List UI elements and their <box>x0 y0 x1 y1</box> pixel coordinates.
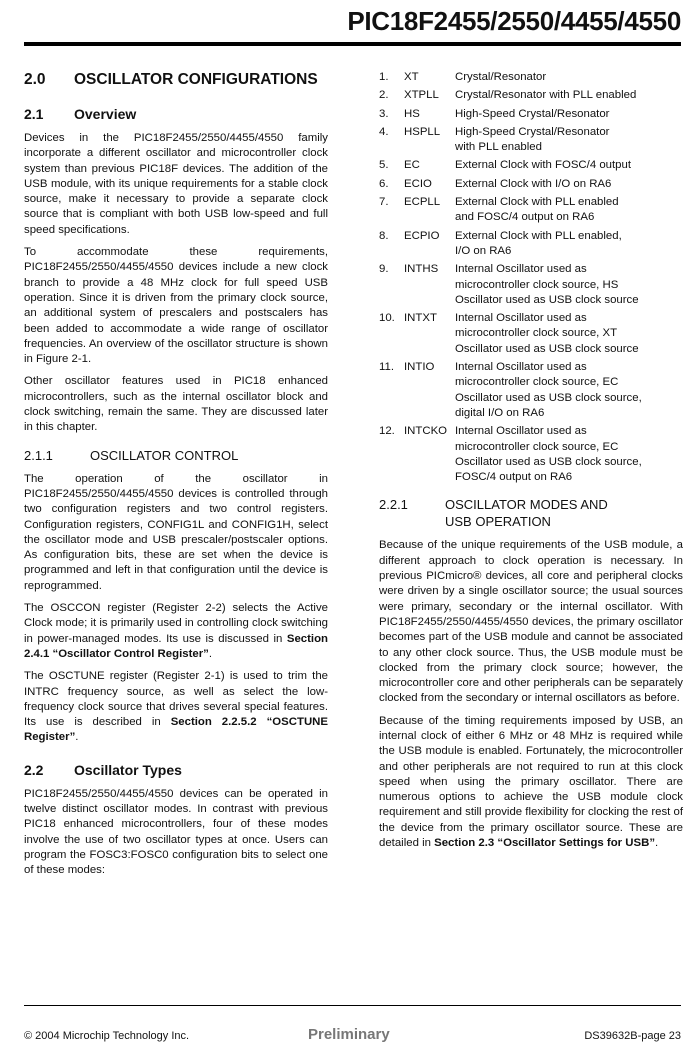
section-2-1-1-heading <box>24 447 328 464</box>
section-title: Overview <box>74 106 137 122</box>
mode-description: Crystal/Resonator <box>455 71 547 83</box>
list-item <box>379 311 683 357</box>
list-item <box>379 107 683 122</box>
mode-description: High-Speed Crystal/Resonator <box>455 107 610 120</box>
footer-status: Preliminary <box>308 1026 390 1043</box>
cross-reference-link[interactable]: Section 2.4.1 “Oscillator Control Register” <box>24 632 328 660</box>
list-item <box>379 125 683 156</box>
mode-name: INTXT <box>404 312 437 325</box>
mode-name: INTCKO <box>404 425 448 438</box>
list-number: 12. <box>379 425 395 438</box>
list-item <box>379 177 683 192</box>
mode-description: External Clock with PLL enabled, I/O on RA6 <box>455 229 622 257</box>
list-item <box>379 229 683 260</box>
paragraph <box>24 669 328 745</box>
paragraph-text: . <box>75 731 79 744</box>
footer-copyright: © 2004 Microchip Technology Inc. <box>24 1030 190 1042</box>
paragraph: PIC18F2455/2550/4455/4550 devices can be operated in twelve distinct oscillator modes. In contrast with previous PIC18 enhanced microcontrollers, four of these modes involve the use of two oscillator types at once. Users can program the FOSC3:FOSC0 configuration bits to select one of these modes: <box>24 787 328 877</box>
section-number: 2.1 <box>24 106 44 122</box>
section-number: 2.2.1 <box>379 497 408 513</box>
list-item <box>379 424 683 485</box>
paragraph: Because of the unique requirements of the USB module, a different approach to clock operation is necessary. In previous PICmicro® devices, all core and peripheral clocks were driven by a single oscillator source; the usual sources were primary, secondary or the internal oscillator. With PIC18F2455/2550/4455/4550 devices, the primary oscillator becomes part of the USB module and cannot be associated to any other clock source. Thus, the USB module must be clocked from the primary clock source; however, the microcontroller core and other peripherals can be separately clocked from the secondary or internal oscillators as before. <box>379 539 683 705</box>
mode-name: ECPIO <box>404 229 440 242</box>
mode-description: Crystal/Resonator with PLL enabled <box>455 89 637 102</box>
mode-description: Internal Oscillator used as microcontroller clock source, EC Oscillator used as USB clock source, FOSC/4 output on RA6 <box>455 425 642 484</box>
list-item <box>379 70 683 85</box>
list-item <box>379 195 683 226</box>
paragraph: Devices in the PIC18F2455/2550/4455/4550 family incorporate a different oscillator and microcontroller clock system than previous PIC18F devices. The addition of the USB module, with its unique requirements for a stable clock source, make it necessary to provide a separate clock source that is compliant with both USB low-speed and full speed specifications. <box>24 132 328 236</box>
paragraph: To accommodate these requirements, PIC18F2455/2550/4455/4550 devices include a new clock branch to provide a 48 MHz clock for full speed USB operation. Since it is driven from the primary clock source, an additional system of prescalers and postscalers has been added to accommodate a wide range of oscillator frequencies. An overview of the oscillator structure is shown in Figure 2-1. <box>24 246 328 366</box>
mode-name: ECPLL <box>404 196 441 209</box>
footer-page-number: DS39632B-page 23 <box>584 1030 681 1042</box>
list-number: 3. <box>379 107 389 120</box>
list-item <box>379 262 683 308</box>
list-item <box>379 360 683 421</box>
mode-name: EC <box>404 159 420 172</box>
list-item <box>379 158 683 173</box>
header-rule <box>24 42 681 46</box>
mode-description: External Clock with PLL enabled and FOSC/4 output on RA6 <box>455 196 619 224</box>
list-number: 8. <box>379 229 389 242</box>
list-number: 5. <box>379 159 389 172</box>
list-number: 6. <box>379 177 389 190</box>
mode-name: ECIO <box>404 177 432 190</box>
mode-name: HSPLL <box>404 125 441 138</box>
left-column <box>24 70 328 885</box>
section-number: 2.2 <box>24 761 44 778</box>
list-number: 10. <box>379 312 395 325</box>
list-number: 2. <box>379 89 389 102</box>
paragraph <box>24 601 328 662</box>
paragraph: Other oscillator features used in PIC18 enhanced microcontrollers, such as the internal oscillator block and clock switching, remain the same. They are discussed later in this chapter. <box>24 375 328 434</box>
paragraph: The operation of the oscillator in PIC18F2455/2550/4455/4550 devices is controlled through two configuration registers and two control registers. Configuration registers, CONFIG1L and CONFIG1H, select the oscillator mode and USB prescaler/postscaler options. As configuration bits, these are set when the device is programmed and left in that configuration until the device is reprogrammed. <box>24 472 328 592</box>
mode-name: INTIO <box>404 361 435 374</box>
section-title: OSCILLATOR MODES AND USB OPERATION <box>445 497 608 530</box>
mode-description: Internal Oscillator used as microcontroller clock source, EC Oscillator used as USB clock source, digital I/O on RA6 <box>455 361 642 419</box>
paragraph-text: . <box>208 647 213 660</box>
list-number: 9. <box>379 263 389 276</box>
mode-name: INTHS <box>404 263 439 276</box>
mode-description: External Clock with I/O on RA6 <box>455 177 612 190</box>
cross-reference-link[interactable]: Section 2.2.5.2 “OSCTUNE Register” <box>24 716 328 744</box>
paragraph <box>379 714 683 852</box>
section-number: 2.0 <box>24 71 46 88</box>
cross-reference-link[interactable]: Section 2.3 “Oscillator Settings for USB” <box>434 837 656 850</box>
footer-rule <box>24 1005 681 1006</box>
section-number: 2.1.1 <box>24 447 53 463</box>
section-title: Oscillator Types <box>74 761 182 778</box>
oscillator-modes-list <box>379 70 683 485</box>
paragraph-text: Because of the timing requirements imposed by USB, an internal clock of either 6 MHz or 48 MHz is required while the USB module is enabled. Fortunately, the microcontroller and other peripherals are not required to run at this clock speed when using the primary oscillator. There are numerous options to achieve the USB module clock requirement and still provide flexibility for clocking the rest of the device from the primary oscillator source. These are detailed in <box>379 714 683 850</box>
section-2-2-heading <box>24 762 328 778</box>
mode-description: High-Speed Crystal/Resonator with PLL enabled <box>455 125 610 154</box>
right-column <box>379 70 683 858</box>
section-title: OSCILLATOR CONFIGURATIONS <box>74 71 318 88</box>
paragraph-text: . <box>655 837 659 850</box>
list-number: 4. <box>379 125 389 138</box>
mode-description: Internal Oscillator used as microcontroller clock source, XT Oscillator used as USB clock source <box>455 312 639 355</box>
list-number: 1. <box>379 71 389 83</box>
page-header-title: PIC18F2455/2550/4455/4550 <box>347 6 681 36</box>
list-number: 7. <box>379 196 389 209</box>
list-number: 11. <box>379 361 394 374</box>
mode-description: Internal Oscillator used as microcontroller clock source, HS Oscillator used as USB clock source <box>455 263 639 306</box>
paragraph-text: The OSCCON register (Register 2-2) selects the Active Clock mode; it is primarily used in controlling clock switching in power-managed modes. Its use is discussed in <box>24 602 328 645</box>
mode-name: HS <box>404 107 420 120</box>
mode-name: XT <box>404 71 419 83</box>
section-2-0-heading <box>24 70 328 90</box>
section-2-1-heading <box>24 106 328 122</box>
section-title: OSCILLATOR CONTROL <box>90 447 239 463</box>
mode-description: External Clock with FOSC/4 output <box>455 159 631 172</box>
paragraph-text: The OSCTUNE register (Register 2-1) is used to trim the INTRC frequency source, as well as select the low-frequency clock source that drives several special features. Its use is described in <box>24 670 328 729</box>
mode-name: XTPLL <box>404 89 439 102</box>
list-item <box>379 88 683 103</box>
section-2-2-1-heading <box>379 496 683 530</box>
